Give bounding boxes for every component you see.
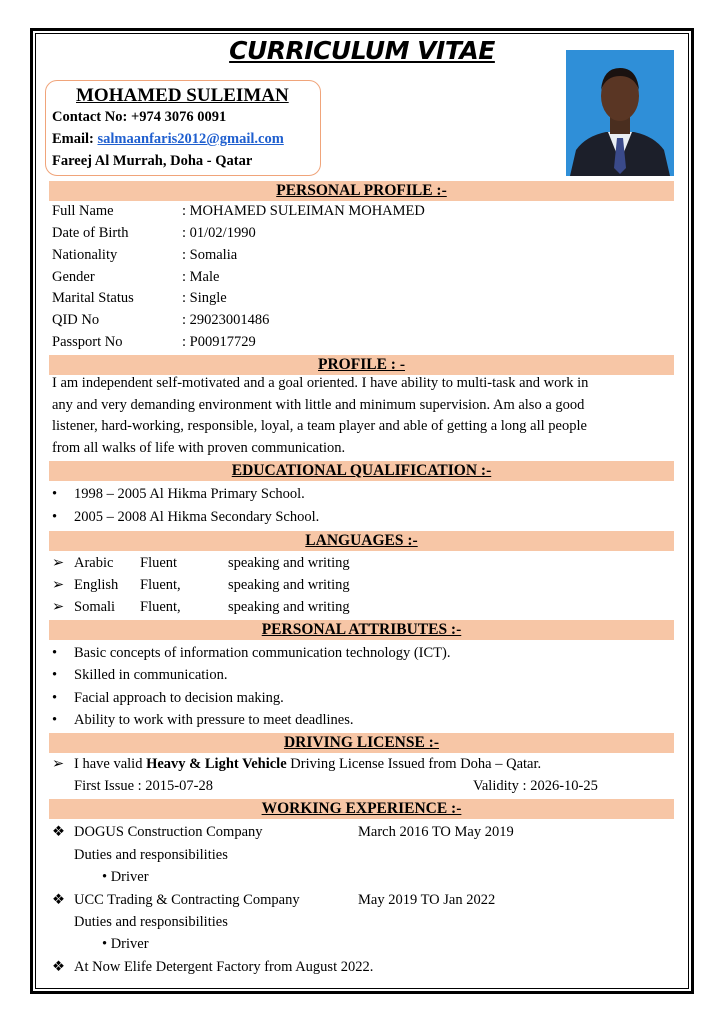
arrow-bullet-icon: ➢ <box>52 599 65 615</box>
job-period: March 2016 TO May 2019 <box>358 824 514 840</box>
cv-title: CURRICULUM VITAE <box>229 36 495 65</box>
job-duties-heading: Duties and responsibilities <box>74 847 228 863</box>
bullet-icon: • <box>52 645 58 661</box>
language-skill: speaking and writing <box>228 577 350 593</box>
job-entry <box>52 892 300 909</box>
section-title: LANGUAGES :- <box>305 532 418 549</box>
section-title: DRIVING LICENSE :- <box>283 734 440 751</box>
info-row <box>52 269 219 286</box>
job-entry <box>52 959 373 976</box>
email-line <box>52 131 284 148</box>
list-item <box>52 690 284 707</box>
bullet-icon: • <box>52 690 58 706</box>
diamond-bullet-icon: ❖ <box>52 892 65 908</box>
info-value: : 29023001486 <box>182 312 270 328</box>
section-title: PERSONAL PROFILE :- <box>276 182 447 199</box>
section-profile <box>49 355 674 375</box>
section-title: PROFILE : - <box>318 356 405 373</box>
email-label: Email: <box>52 131 98 147</box>
info-value: : Somalia <box>182 247 238 263</box>
address-line: Fareej Al Murrah, Doha - Qatar <box>52 153 253 169</box>
info-row <box>52 203 425 220</box>
diamond-bullet-icon: ❖ <box>52 959 65 975</box>
profile-line: listener, hard-working, responsible, loyal, a team player and able of getting a long all people <box>52 418 587 434</box>
job-role-text: Driver <box>110 936 149 952</box>
info-label: QID No <box>52 312 100 328</box>
contact-number: +974 3076 0091 <box>130 109 227 125</box>
candidate-name: MOHAMED SULEIMAN <box>76 85 289 106</box>
bullet-icon: • <box>52 486 58 502</box>
language-name: English <box>74 577 119 593</box>
info-value: : P00917729 <box>182 334 256 350</box>
language-row <box>52 555 113 572</box>
arrow-bullet-icon: ➢ <box>52 577 65 593</box>
section-title: PERSONAL ATTRIBUTES :- <box>261 621 462 638</box>
language-row <box>52 577 118 594</box>
bullet-icon: • <box>52 667 58 683</box>
job-company: UCC Trading & Contracting Company <box>74 892 300 908</box>
list-item <box>52 667 227 684</box>
email-link[interactable]: salmaanfaris2012@gmail.com <box>97 131 284 147</box>
info-value: : Male <box>182 269 220 285</box>
arrow-bullet-icon: ➢ <box>52 756 65 772</box>
list-item <box>52 486 305 503</box>
section-experience <box>49 799 674 819</box>
language-row <box>52 599 115 616</box>
license-text-pre: I have valid <box>74 756 147 772</box>
job-period: May 2019 TO Jan 2022 <box>358 892 496 908</box>
language-level: Fluent, <box>140 577 181 593</box>
section-title: WORKING EXPERIENCE :- <box>261 800 462 817</box>
info-label: Marital Status <box>52 290 134 306</box>
language-name: Arabic <box>74 555 114 571</box>
section-education <box>49 461 674 481</box>
info-row <box>52 290 227 307</box>
portrait-icon <box>566 50 674 176</box>
diamond-bullet-icon: ❖ <box>52 824 65 840</box>
job-role <box>102 936 149 953</box>
profile-line: I am independent self-motivated and a goal oriented. I have ability to multi-task and work in <box>52 375 589 391</box>
license-first-issue: First Issue : 2015-07-28 <box>74 778 213 794</box>
info-row <box>52 225 256 242</box>
language-skill: speaking and writing <box>228 555 350 571</box>
profile-paragraph <box>52 373 672 459</box>
language-level: Fluent <box>140 555 178 571</box>
arrow-bullet-icon: ➢ <box>52 555 65 571</box>
list-item-text: Skilled in communication. <box>74 667 228 683</box>
section-driving-license <box>49 733 674 753</box>
list-item-text: Facial approach to decision making. <box>74 690 284 706</box>
info-label: Date of Birth <box>52 225 129 241</box>
license-type: Heavy & Light Vehicle <box>146 756 287 772</box>
section-title: EDUCATIONAL QUALIFICATION :- <box>231 462 492 479</box>
job-current: At Now Elife Detergent Factory from August 2022. <box>74 959 374 975</box>
list-item <box>52 712 353 729</box>
list-item-text: 1998 – 2005 Al Hikma Primary School. <box>74 486 305 502</box>
bullet-icon: • <box>52 712 58 728</box>
info-label: Nationality <box>52 247 118 263</box>
language-level: Fluent, <box>140 599 181 615</box>
job-role <box>102 869 149 886</box>
bullet-icon: • <box>102 936 111 952</box>
job-company: DOGUS Construction Company <box>74 824 263 840</box>
list-item <box>52 645 451 662</box>
profile-line: from all walks of life with proven communication. <box>52 439 346 456</box>
info-row <box>52 247 237 264</box>
list-item <box>52 509 319 526</box>
list-item-text: Ability to work with pressure to meet deadlines. <box>74 712 354 728</box>
job-entry <box>52 824 263 841</box>
license-line <box>52 756 541 773</box>
bullet-icon: • <box>102 869 111 885</box>
bullet-icon: • <box>52 509 58 525</box>
info-row <box>52 334 256 351</box>
info-value: : Single <box>182 290 227 306</box>
job-duties-heading: Duties and responsibilities <box>74 914 228 930</box>
contact-label: Contact No: <box>52 109 131 125</box>
info-label: Passport No <box>52 334 123 350</box>
section-attributes <box>49 620 674 640</box>
info-label: Full Name <box>52 203 114 219</box>
list-item-text: 2005 – 2008 Al Hikma Secondary School. <box>74 509 320 525</box>
language-name: Somali <box>74 599 116 615</box>
list-item-text: Basic concepts of information communication technology (ICT). <box>74 645 451 661</box>
info-row <box>52 312 269 329</box>
language-skill: speaking and writing <box>228 599 350 615</box>
section-languages <box>49 531 674 551</box>
info-label: Gender <box>52 269 95 285</box>
section-personal-profile <box>49 181 674 201</box>
info-value: : MOHAMED SULEIMAN MOHAMED <box>182 203 425 219</box>
license-text-post: Driving License Issued from Doha – Qatar. <box>286 756 542 772</box>
license-validity: Validity : 2026-10-25 <box>473 778 598 794</box>
profile-photo <box>566 50 674 176</box>
job-role-text: Driver <box>110 869 149 885</box>
contact-line <box>52 109 226 126</box>
info-value: : 01/02/1990 <box>182 225 256 241</box>
profile-line: any and very demanding environment with little and minimum supervision. Am also a good <box>52 396 585 413</box>
